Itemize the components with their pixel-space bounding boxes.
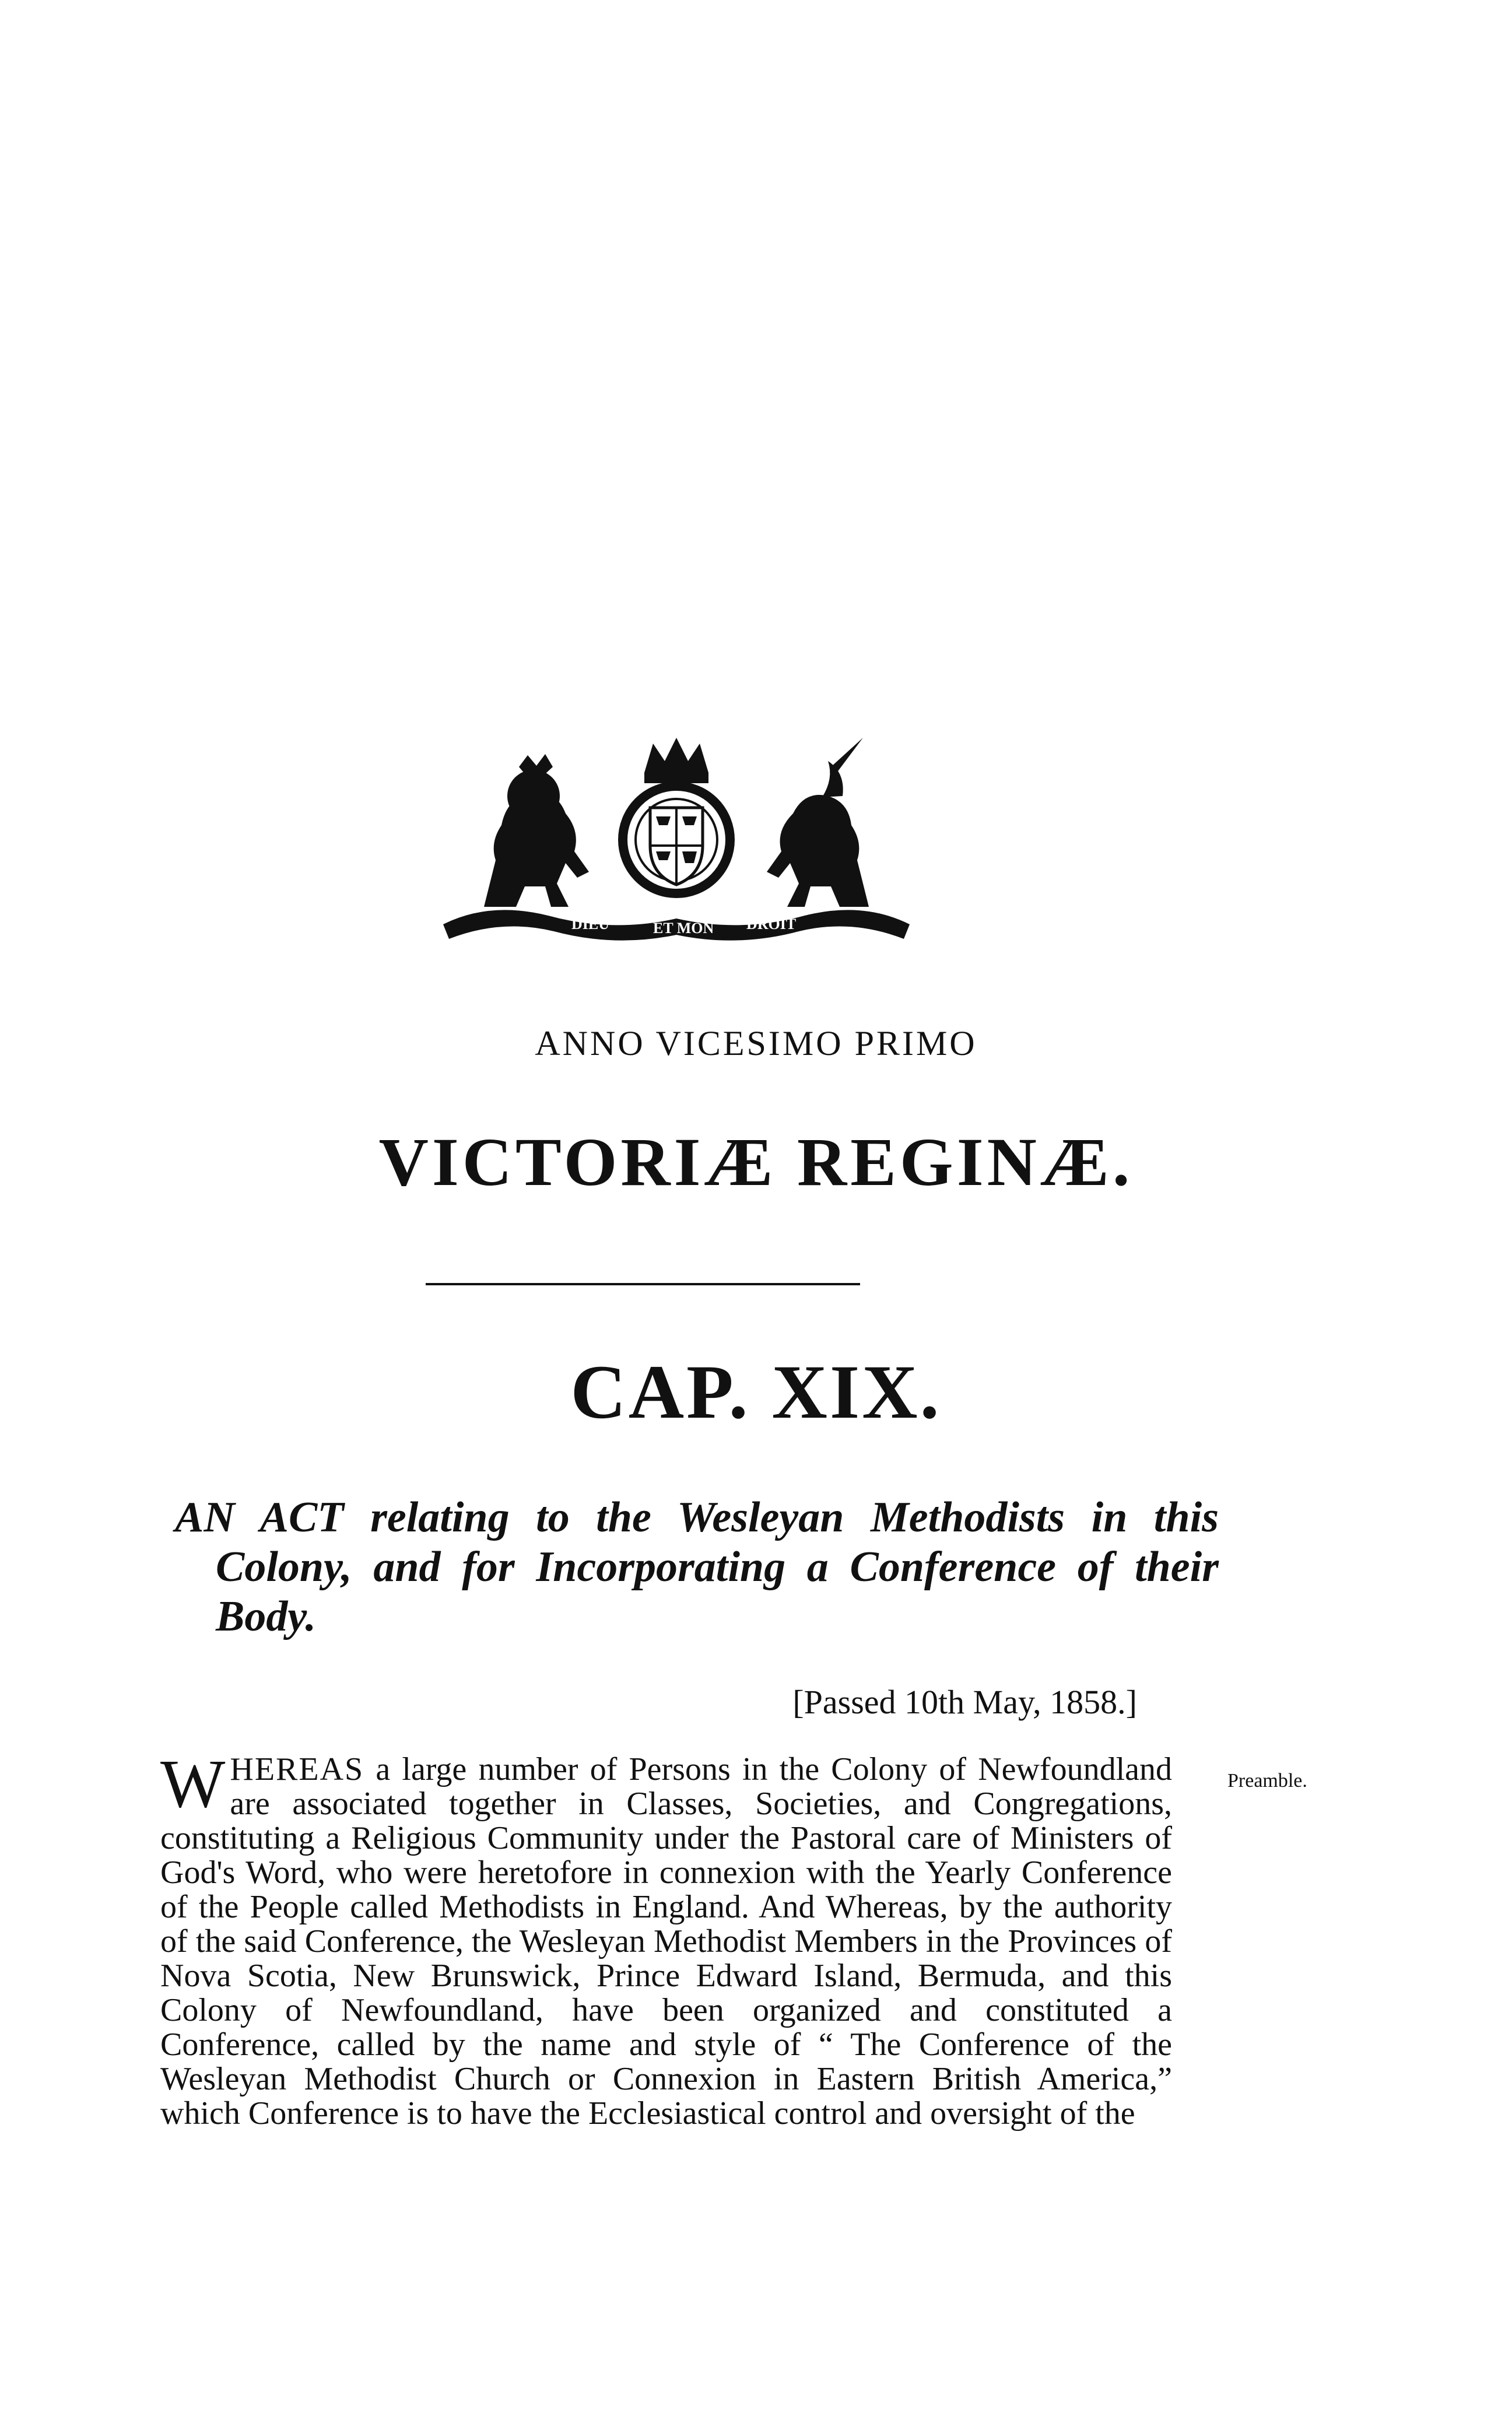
marginal-note: Preamble. [1227,1770,1307,1792]
section-divider [426,1283,860,1285]
motto-right: DROIT [746,916,797,932]
motto-left: DIEU [571,916,610,932]
chapter-heading: CAP. XIX. [570,1349,942,1435]
regnal-title: VICTORIÆ REGINÆ. [378,1124,1134,1200]
preamble-paragraph [160,1745,1172,2131]
lead-word: HEREAS [230,1751,364,1787]
act-title: AN ACT relating to the Wesleyan Methodists in this Colony, and for Incorporating a Conference of their Body. [175,1494,1219,1640]
motto-middle: ET MON [653,920,714,937]
passed-date: [Passed 10th May, 1858.] [792,1683,1137,1721]
regnal-year-line: ANNO VICESIMO PRIMO [535,1024,977,1063]
drop-cap: W [160,1745,226,1822]
royal-coat-of-arms [420,732,933,948]
preamble-text: a large number of Persons in the Colony of Newfoundland are associated together in Classes, Societies, and Congregations, constituting a Religious Community under the Pastoral care of Ministers of God's Word, who were heretofore in connexion with the Yearly Conference of the People called Methodists in England. And Whereas, by the authority of the said Conference, the Wesleyan Methodist Members in the Provinces of Nova Scotia, New Brunswick, Prince Edward Island, Bermuda, and this Colony of Newfoundland, have been organized and constituted a Conference, called by the name and style of “ The Conference of the Wesleyan Methodist Church or Connexion in Eastern British America,” which Conference is to have the Ecclesiastical control and oversight of the [160,1751,1172,2131]
